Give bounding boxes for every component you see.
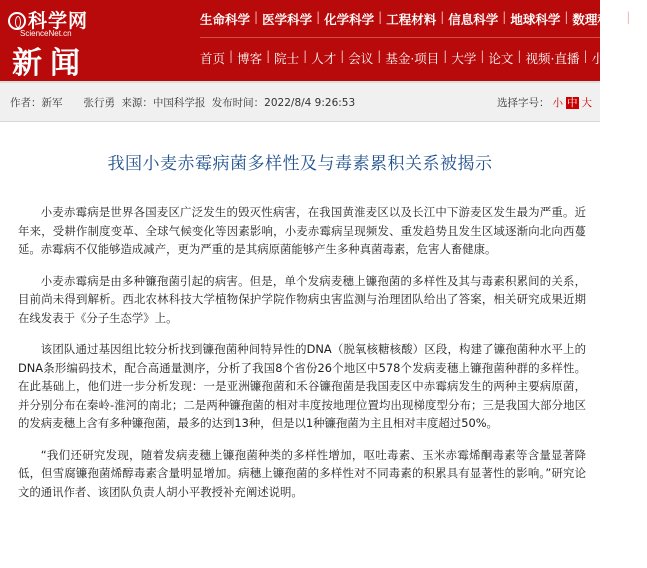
nav-divider [200,37,600,38]
nav-separator: | [316,10,321,24]
nav-item-management[interactable]: 管 [634,12,647,27]
nav-item-medical-science[interactable]: 医学科学 [262,12,313,27]
nav-item-video[interactable]: 视频·直播 [525,51,580,66]
site-header [0,0,647,83]
nav-item-academicians[interactable]: 院士 [274,51,300,66]
font-size-large-button[interactable]: 大 [581,97,592,109]
article-author: 作者：新军 张行勇 [10,97,115,109]
article-title: 我国小麦赤霉病菌多样性及与毒素累积关系被揭示 [107,154,493,174]
font-size-medium-button[interactable]: 中 [567,97,578,109]
nav-item-conference[interactable]: 会议 [348,51,374,66]
nav-item-info-science[interactable]: 信息科学 [448,12,499,27]
nav-separator: | [502,10,507,24]
nav-separator: | [564,10,569,24]
nav-item-math-physics[interactable]: 数理科学 [572,12,623,27]
nav-item-home[interactable]: 首页 [200,51,226,66]
article-meta [10,95,358,110]
nav-item-university[interactable]: 大学 [451,51,477,66]
nav-separator: | [229,49,234,63]
article-meta-bar [0,83,600,122]
nav-item-talent[interactable]: 人才 [311,51,337,66]
nav-item-chemical-science[interactable]: 化学科学 [324,12,375,27]
globe-icon [8,12,26,30]
nav-separator: | [377,49,382,63]
nav-item-earth-science[interactable]: 地球科学 [510,12,561,27]
logo-domain: ScienceNet.cn [20,29,72,38]
font-size-label: 选择字号： [497,97,550,109]
top-nav-subjects [200,10,647,28]
nav-item-funding[interactable]: 基金·项目 [385,51,440,66]
nav-separator: | [440,10,445,24]
article-paragraph: 小麦赤霉病是由多种镰孢菌引起的病害。但是，单个发病麦穗上镰孢菌的多样性及其与毒素积累间的关系，目前尚未得到解析。西北农林科技大学植物保护学院作物病虫害监测与治理团队给出了答案，相关研究成果近期在线发表于《分子生态学》上。 [18,273,586,325]
nav-item-xiaoke[interactable]: 小柯 [591,51,617,66]
nav-item-papers[interactable]: 论文 [488,51,514,66]
nav-separator: | [340,49,345,63]
nav-separator: | [266,49,271,63]
font-size-small-button[interactable]: 小 [552,97,563,109]
article-source: 来源：中国科学报 [121,97,206,109]
article-body [18,203,586,514]
nav-separator: | [583,49,588,63]
nav-separator: | [517,49,522,63]
nav-separator: | [480,49,485,63]
article-paragraph: 该团队通过基因组比较分析找到镰孢菌种间特异性的DNA（脱氧核糖核酸）区段，构建了镰孢菌种水平上的DNA条形编码技术，配合高通量测序，分析了我国8个省份26个地区中578个发病麦穗上镰孢菌种群的多样性。在此基础上，他们进一步分析发现：一是亚洲镰孢菌和禾谷镰孢菌是我国麦区中赤霉病发生的两种主要病原菌，并分别分布在秦岭-淮河的南北；二是两种镰孢菌的相对丰度按地理位置均出现梯度型分布；三是我国大部分地区的发病麦穗上含有多种镰孢菌，最多的达到13种，但是以1种镰孢菌为主且相对丰度超过50%。 [18,342,586,430]
nav-item-engineering[interactable]: 工程材料 [386,12,437,27]
nav-item-life-science[interactable]: 生命科学 [200,12,251,27]
font-size-selector [497,95,592,110]
logo-name: 科学网 [28,10,89,32]
nav-separator: | [626,10,631,24]
article-paragraph: “我们还研究发现，随着发病麦穗上镰孢菌种类的多样性增加，呕吐毒素、玉米赤霉烯酮毒素等含量显著降低，但雪腐镰孢菌烯醇毒素含量明显增加。病穗上镰孢菌的多样性对不同毒素的积累具有显著性的影响。”研究论文的通讯作者、该团队负责人胡小平教授补充阐述说明。 [18,447,586,499]
nav-separator: | [254,10,259,24]
nav-separator: | [303,49,308,63]
article-paragraph: 小麦赤霉病是世界各国麦区广泛发生的毁灭性病害，在我国黄淮麦区以及长江中下游麦区发生最为严重。近年来，受耕作制度变革、全球气候变化等因素影响，小麦赤霉病呈现频发、重发趋势且发生区域逐渐向北向西蔓延。赤霉病不仅能够造成减产，更为严重的是其病原菌能够产生多种真菌毒素，危害人畜健康。 [18,205,586,256]
top-nav-channels [200,49,617,67]
article-time: 发布时间：2022/8/4 9:26:53 [211,97,356,109]
nav-separator: | [443,49,448,63]
site-logo[interactable] [0,0,188,83]
nav-separator: | [378,10,383,24]
section-title: 新闻 [12,46,88,81]
nav-item-blog[interactable]: 博客 [237,51,263,66]
